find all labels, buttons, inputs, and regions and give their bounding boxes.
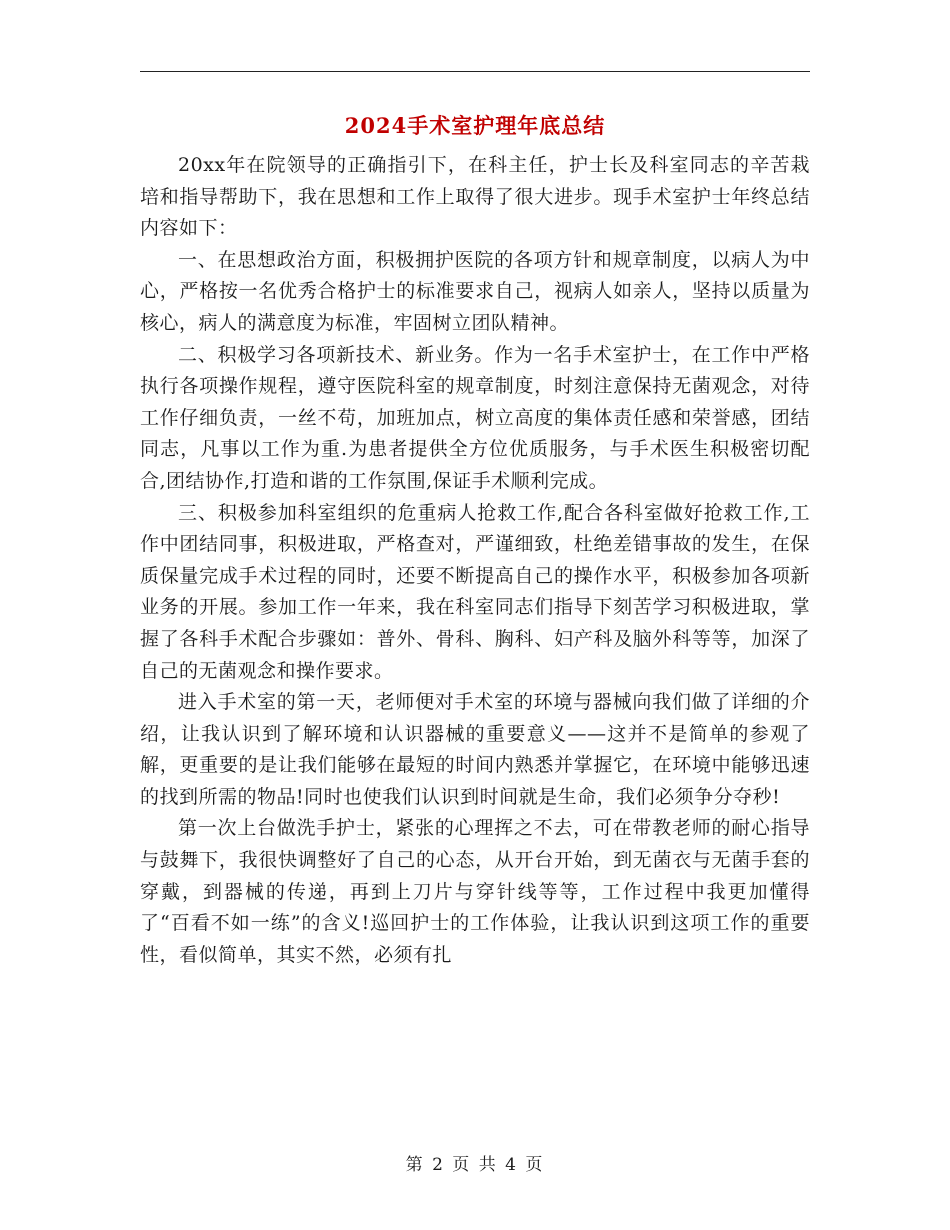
- paragraph-intro: 20xx年在院领导的正确指引下，在科主任，护士长及科室同志的辛苦栽培和指导帮助下，我在思想和工作上取得了很大进步。现手术室护士年终总结内容如下：: [140, 154, 810, 240]
- page-number-footer: 第 2 页 共 4 页: [405, 1155, 545, 1175]
- paragraph-section-2: 二、积极学习各项新技术、新业务。作为一名手术室护士，在工作中严格执行各项操作规程，遵守医院科室的规章制度，时刻注意保持无菌观念，对待工作仔细负责，一丝不苟，加班加点，树立高度的集体责任感和荣誉感，团结同志，凡事以工作为重.为患者提供全方位优质服务，与手术医生积极密切配合,团结协作,打造和谐的工作氛围,保证手术顺利完成。: [140, 343, 810, 492]
- document-title: 2024手术室护理年底总结: [344, 113, 606, 138]
- paragraph-first-day: 进入手术室的第一天，老师便对手术室的环境与器械向我们做了详细的介绍，让我认识到了解环境和认识器械的重要意义——这并不是简单的参观了解，更重要的是让我们能够在最短的时间内熟悉并掌握它，在环境中能够迅速的找到所需的物品!同时也使我们认识到时间就是生命，我们必须争分夺秒!: [140, 691, 810, 808]
- paragraph-section-3: 三、积极参加科室组织的危重病人抢救工作,配合各科室做好抢救工作,工作中团结同事，积极进取，严格查对，严谨细致，杜绝差错事故的发生，在保质保量完成手术过程的同时，还要不断提高自己的操作水平，积极参加各项新业务的开展。参加工作一年来，我在科室同志们指导下刻苦学习积极进取，掌握了各科手术配合步骤如：普外、骨科、胸科、妇产科及脑外科等等，加深了自己的无菌观念和操作要求。: [140, 501, 810, 682]
- header-rule: [140, 71, 810, 72]
- paragraph-section-1: 一、在思想政治方面，积极拥护医院的各项方针和规章制度，以病人为中心，严格按一名优秀合格护士的标准要求自己，视病人如亲人，坚持以质量为核心，病人的满意度为标准，牢固树立团队精神。: [140, 248, 810, 334]
- paragraph-first-surgery: 第一次上台做洗手护士，紧张的心理挥之不去，可在带教老师的耐心指导与鼓舞下，我很快调整好了自己的心态，从开台开始，到无菌衣与无菌手套的穿戴，到器械的传递，再到上刀片与穿针线等等，工作过程中我更加懂得了“百看不如一练”的含义!巡回护士的工作体验，让我认识到这项工作的重要性，看似简单，其实不然，必须有扎: [140, 817, 810, 966]
- document-body: [140, 150, 810, 971]
